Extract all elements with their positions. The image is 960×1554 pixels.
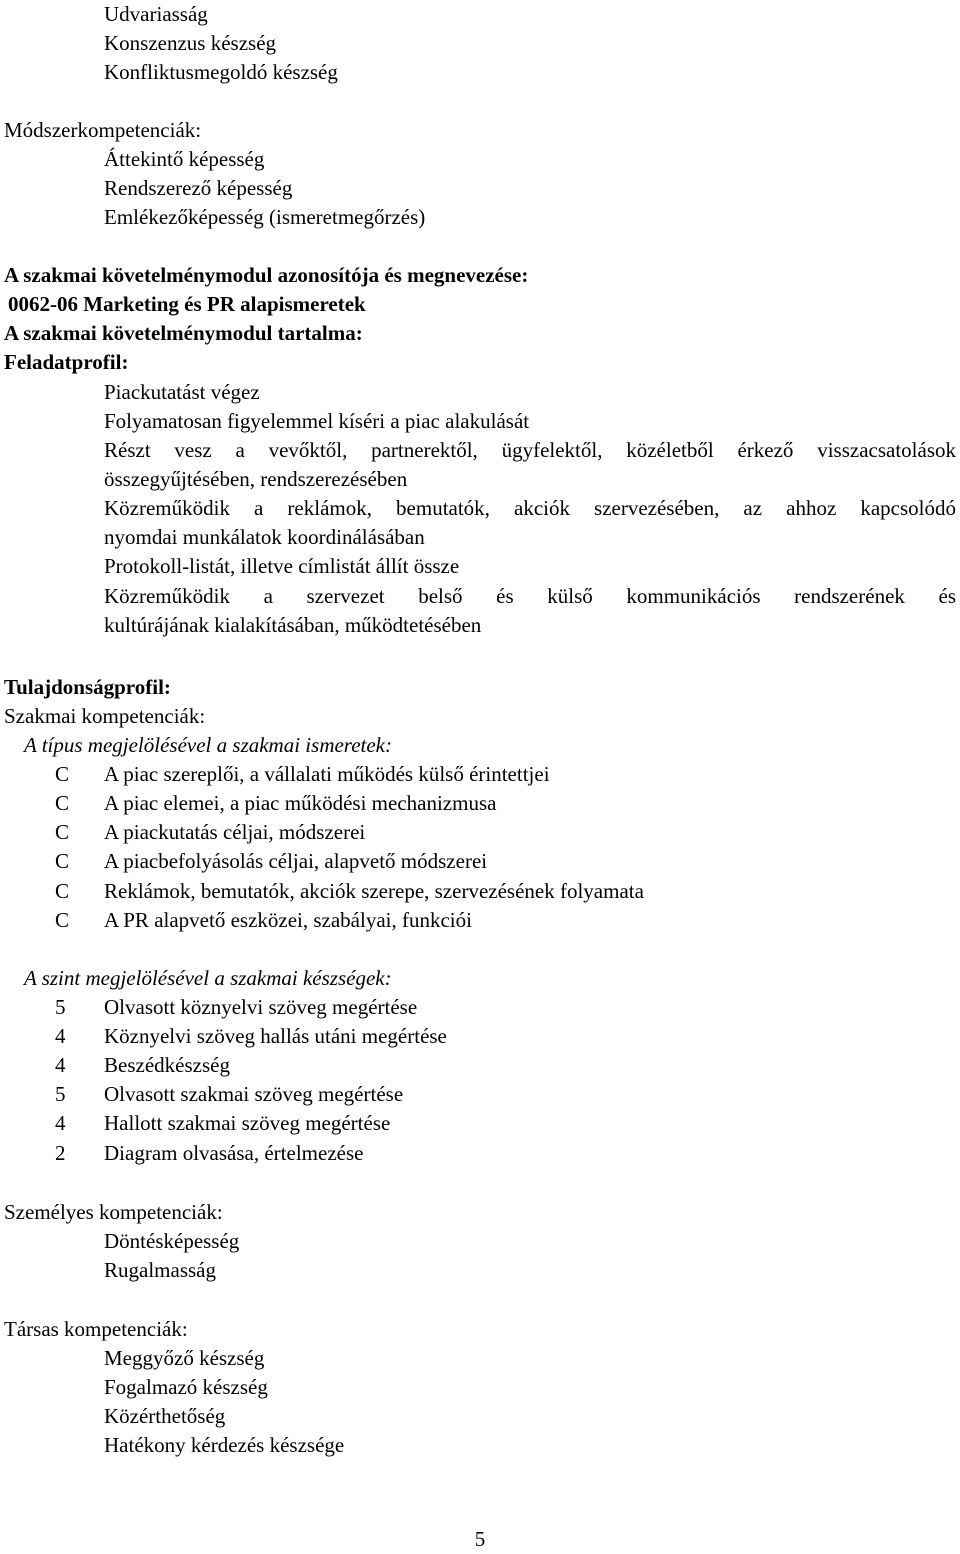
list-item: Konszenzus készség [104,31,277,55]
skill-row [0,1080,960,1109]
professional-competences-heading: Szakmai kompetenciák: [4,704,206,728]
list-item: Emlékezőképesség (ismeretmegőrzés) [104,205,426,229]
knowledge-row [0,760,960,789]
task-item: Protokoll-listát, illetve címlistát állít össze [104,554,460,578]
task-item: Részt vesz a vevőktől, partnerektől, ügyfelektől, közéletből érkező visszacsatolások [104,438,956,462]
type-code: C [55,908,70,932]
property-profile-heading: Tulajdonságprofil: [4,675,171,699]
knowledge-row [0,789,960,818]
module-content-heading: A szakmai követelménymodul tartalma: [4,321,363,345]
type-code: C [55,762,70,786]
knowledge-row [0,906,960,935]
method-competences-heading: Módszerkompetenciák: [4,118,202,142]
type-code: C [55,791,70,815]
knowledge-text: A PR alapvető eszközei, szabályai, funkciói [104,908,472,932]
task-item: Közreműködik a reklámok, bemutatók, akciók szervezésében, az ahhoz kapcsolódó [104,496,956,520]
type-code: C [55,820,70,844]
page-number: 5 [474,1527,486,1551]
task-item-continuation: nyomdai munkálatok koordinálásában [104,525,425,549]
list-item: Döntésképesség [104,1229,240,1253]
level-code: 4 [55,1053,66,1077]
knowledge-row [0,877,960,906]
level-code: 5 [55,995,66,1019]
skill-text: Diagram olvasása, értelmezése [104,1141,364,1165]
skill-row [0,993,960,1022]
skill-text: Olvasott szakmai szöveg megértése [104,1082,404,1106]
task-item: Közreműködik a szervezet belső és külső kommunikációs rendszerének és [104,584,956,608]
skill-row [0,1022,960,1051]
level-code: 4 [55,1111,66,1135]
knowledge-row [0,847,960,876]
task-item-continuation: kultúrájának kialakításában, működtetésében [104,613,482,637]
list-item: Meggyőző készség [104,1346,265,1370]
list-item: Áttekintő képesség [104,147,265,171]
list-item: Rugalmasság [104,1258,216,1282]
type-code: C [55,879,70,903]
knowledge-text: A piac elemei, a piac működési mechanizmusa [104,791,497,815]
level-code: 4 [55,1024,66,1048]
skill-row [0,1051,960,1080]
knowledge-text: A piacbefolyásolás céljai, alapvető módszerei [104,849,488,873]
task-profile-heading: Feladatprofil: [4,350,129,374]
list-item: Közérthetőség [104,1404,226,1428]
list-item: Udvariasság [104,2,208,26]
knowledge-heading: A típus megjelölésével a szakmai ismeretek: [24,733,392,757]
skill-text: Olvasott köznyelvi szöveg megértése [104,995,418,1019]
knowledge-text: A piackutatás céljai, módszerei [104,820,366,844]
knowledge-text: Reklámok, bemutatók, akciók szerepe, szervezésének folyamata [104,879,644,903]
skill-text: Hallott szakmai szöveg megértése [104,1111,391,1135]
level-code: 2 [55,1141,66,1165]
personal-competences-heading: Személyes kompetenciák: [4,1200,223,1224]
list-item: Konfliktusmegoldó készség [104,60,338,84]
module-id-value: 0062-06 Marketing és PR alapismeretek [8,292,366,316]
list-item: Fogalmazó készség [104,1375,268,1399]
level-code: 5 [55,1082,66,1106]
task-item-continuation: összegyűjtésében, rendszerezésében [104,467,408,491]
knowledge-row [0,818,960,847]
skill-text: Beszédkészség [104,1053,230,1077]
task-item: Piackutatást végez [104,380,260,404]
skill-row [0,1109,960,1138]
type-code: C [55,849,70,873]
module-id-heading: A szakmai követelménymodul azonosítója és megnevezése: [4,263,529,287]
knowledge-text: A piac szereplői, a vállalati működés külső érintettjei [104,762,550,786]
skills-heading: A szint megjelölésével a szakmai készségek: [24,966,392,990]
social-competences-heading: Társas kompetenciák: [4,1317,188,1341]
skill-row [0,1139,960,1168]
list-item: Rendszerező képesség [104,176,293,200]
skill-text: Köznyelvi szöveg hallás utáni megértése [104,1024,447,1048]
list-item: Hatékony kérdezés készsége [104,1433,345,1457]
task-item: Folyamatosan figyelemmel kíséri a piac alakulását [104,409,530,433]
